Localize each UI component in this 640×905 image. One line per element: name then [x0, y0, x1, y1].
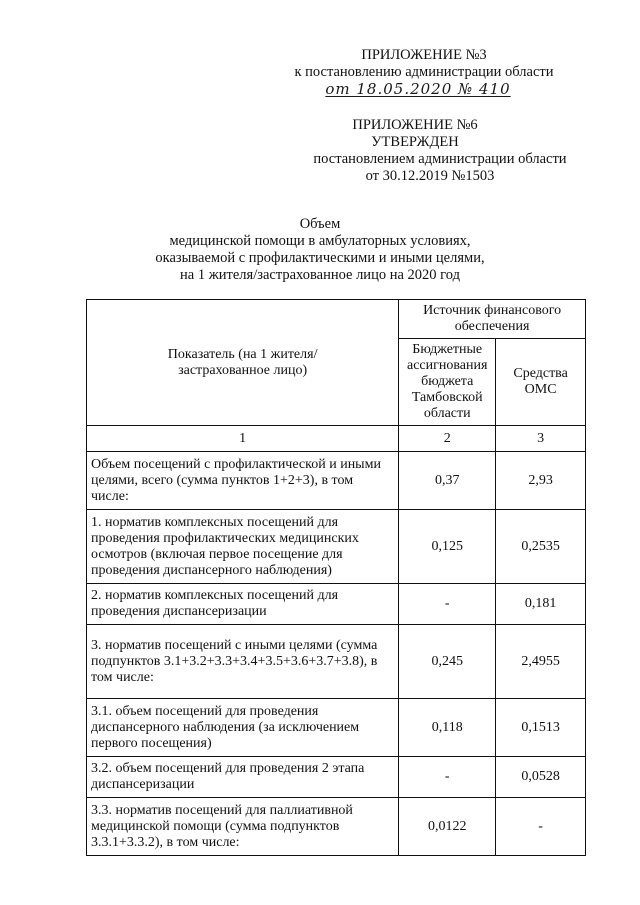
- row-indicator: 3. норматив посещений с иными целями (сумма подпунктов 3.1+3.2+3.3+3.4+3.5+3.6+3.7+3.8), в том числе:: [87, 625, 399, 699]
- approved-label: УТВЕРЖДЕН: [371, 134, 459, 150]
- row-budget: 0,0122: [399, 798, 496, 856]
- row-indicator: 3.3. норматив посещений для паллиативной медицинской помощи (сумма подпунктов 3.3.1+3.3.2), в том числе:: [87, 798, 399, 856]
- row-budget: 0,118: [399, 699, 496, 757]
- appendix3-label: ПРИЛОЖЕНИЕ №3: [361, 47, 487, 63]
- title-line-2: медицинской помощи в амбулаторных условиях,: [169, 233, 471, 249]
- row-oms: 2,93: [496, 452, 586, 510]
- row-budget: 0,37: [399, 452, 496, 510]
- row-oms: 2,4955: [496, 625, 586, 699]
- table-row: [87, 584, 586, 625]
- row-budget: -: [399, 757, 496, 798]
- table-row: [87, 699, 586, 757]
- header-budget: Бюджетные ассигнования бюджета Тамбовской области: [399, 339, 496, 426]
- appendix-header: [0, 47, 640, 101]
- row-oms: 0,1513: [496, 699, 586, 757]
- table-row: [87, 798, 586, 856]
- row-indicator: 1. норматив комплексных посещений для проведения профилактических медицинских осмотров (включая первое посещение для проведения диспансерного наблюдения): [87, 510, 399, 584]
- header-oms: Средства ОМС: [496, 339, 586, 426]
- title-line-1: Объем: [299, 216, 341, 232]
- table-row: [87, 452, 586, 510]
- row-indicator: Объем посещений с профилактической и иными целями, всего (сумма пунктов 1+2+3), в том числе:: [87, 452, 399, 510]
- by-resolution-text: постановлением администрации области: [313, 151, 567, 167]
- header-source: Источник финансового обеспечения: [399, 300, 586, 339]
- row-oms: -: [496, 798, 586, 856]
- row-indicator: 3.1. объем посещений для проведения диспансерного наблюдения (за исключением первого посещения): [87, 699, 399, 757]
- document-title: [0, 216, 640, 284]
- column-number-2: 2: [399, 426, 496, 452]
- title-line-4: на 1 жителя/застрахованное лицо на 2020 год: [180, 267, 460, 283]
- row-oms: 0,2535: [496, 510, 586, 584]
- row-indicator: 2. норматив комплексных посещений для проведения диспансеризации: [87, 584, 399, 625]
- title-line-3: оказываемой с профилактическими и иными целями,: [155, 250, 485, 266]
- row-indicator: 3.2. объем посещений для проведения 2 этапа диспансеризации: [87, 757, 399, 798]
- column-number-3: 3: [496, 426, 586, 452]
- table-row: [87, 757, 586, 798]
- table-row: [87, 510, 586, 584]
- approval-header: [0, 117, 640, 185]
- row-budget: -: [399, 584, 496, 625]
- row-oms: 0,0528: [496, 757, 586, 798]
- row-oms: 0,181: [496, 584, 586, 625]
- to-resolution-text: к постановлению администрации области: [294, 64, 554, 80]
- appendix6-label: ПРИЛОЖЕНИЕ №6: [352, 117, 478, 133]
- row-budget: 0,125: [399, 510, 496, 584]
- row-budget: 0,245: [399, 625, 496, 699]
- resolution-date: от 30.12.2019 №1503: [365, 168, 495, 184]
- volume-table: [86, 299, 586, 856]
- table-row: [87, 625, 586, 699]
- header-indicator: Показатель (на 1 жителя/ застрахованное лицо): [87, 300, 399, 426]
- handwritten-date: от 18.05.2020 № 410: [325, 80, 511, 98]
- column-number-1: 1: [87, 426, 399, 452]
